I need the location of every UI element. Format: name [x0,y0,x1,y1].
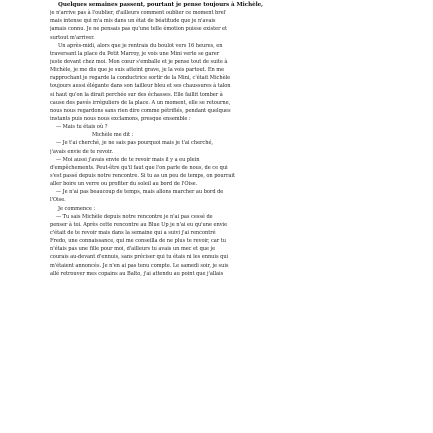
text-line: courais au-devant d'ennuis, sans préciser qui tu étais ni les ennuis qui [50,254,229,261]
text-line: — Je n'ai pas beaucoup de temps, mais allons marcher au bord de [56,189,224,196]
text-line: s'est passé depuis notre rencontre. Si tu as un peu de temps, on pourrait [50,172,235,179]
text-line: — Tu sais Michèle depuis notre rencontre je n'ai pas cessé de [56,213,213,220]
text-line: Fredo, une connaissance, qui me conseilla de ne plus te revoir, car tu [50,238,226,245]
text-line: nous nous regardons sans rien dire comme pétrifiés, pendant quelques [50,107,231,114]
text-line: — Mais tu étais où ? [56,124,108,131]
text-line: — Je t'ai cherché, je ne sais pas pourquoi mais je t'ai cherché, [56,140,213,147]
text-column [50,1,390,278]
text-line: jamais connu. Je ne pensais pas qu'une telle émotion puisse exister et [50,26,228,33]
text-line: m'étaient annoncés. Je n'en ai pas tenu compte. Le samedi soir, je suis [50,262,229,269]
text-line: traversant la place du Petit Marroy, je vois une Mini verte se garer [50,50,220,57]
text-line: d'empêchements. Peut-être qu'il faut que l'on parle de nous, de ce qui [50,164,228,171]
text-line: Quelques semaines passent, pourtant je pense toujours à Michèle, [58,2,264,8]
text-line: toujours aussi élégante dans son tailleur bleu et ses chaussures à talon [50,83,231,90]
text-line: Un après-midi, alors que je rentrais du boulot vers 16 heures, en [58,42,223,49]
text-line: Je commence : [58,205,96,212]
text-line: surtout m'arriver. [50,34,95,41]
text-line: aller boire un verre ou profiter du soleil au bord de l'Oise. [50,181,198,188]
text-line: Michèle me dit : [92,132,134,139]
text-line: l'Oise. [50,197,66,204]
text-line: rapprochant je regarde la conductrice sortir de la Mini, c'était Michèle [50,75,231,82]
text-line: n'étais pas une fille pour moi, d'ailleurs tu avais un mec et que je [50,246,216,253]
text-line: — Moi aussi j'avais envie de te revoir mais il y a eu plein [56,156,200,163]
text-line: juste devant chez moi. Mon cœur s'emballe et je pense tout de suite à [50,58,228,65]
text-line: j'avais envie de te revoir. [50,148,113,155]
text-line: mais intense qui m'a mis dans un état de béatitude que je n'avais [50,18,216,25]
text-line: instants puis nous nous exclamons, presque ensemble : [50,115,191,122]
text-line: Michèle, je me dis que je suis atteint grave, je la vois partout. En me [50,67,225,74]
text-line: je n'arrive pas à l'oublier, d'ailleurs comment oublier ce moment bref [50,10,226,17]
text-line: cause des pavés irréguliers de la place. A un moment, elle se retourne, [50,99,231,106]
text-line: si haut qu'on la dirait perchée sur des échasses. Elle faillit tomber à [50,91,223,98]
text-line: c'était de te revoir mais dans la semaine qui a suivi j'ai rencontré [50,229,216,236]
text-line: allé retrouver mes copains au Balto, j'ai attendu au point que j'allais [50,270,224,277]
text-line: penser à toi. Après cette rencontre au Blue Up je n'ai eu qu'une envie [50,221,228,228]
